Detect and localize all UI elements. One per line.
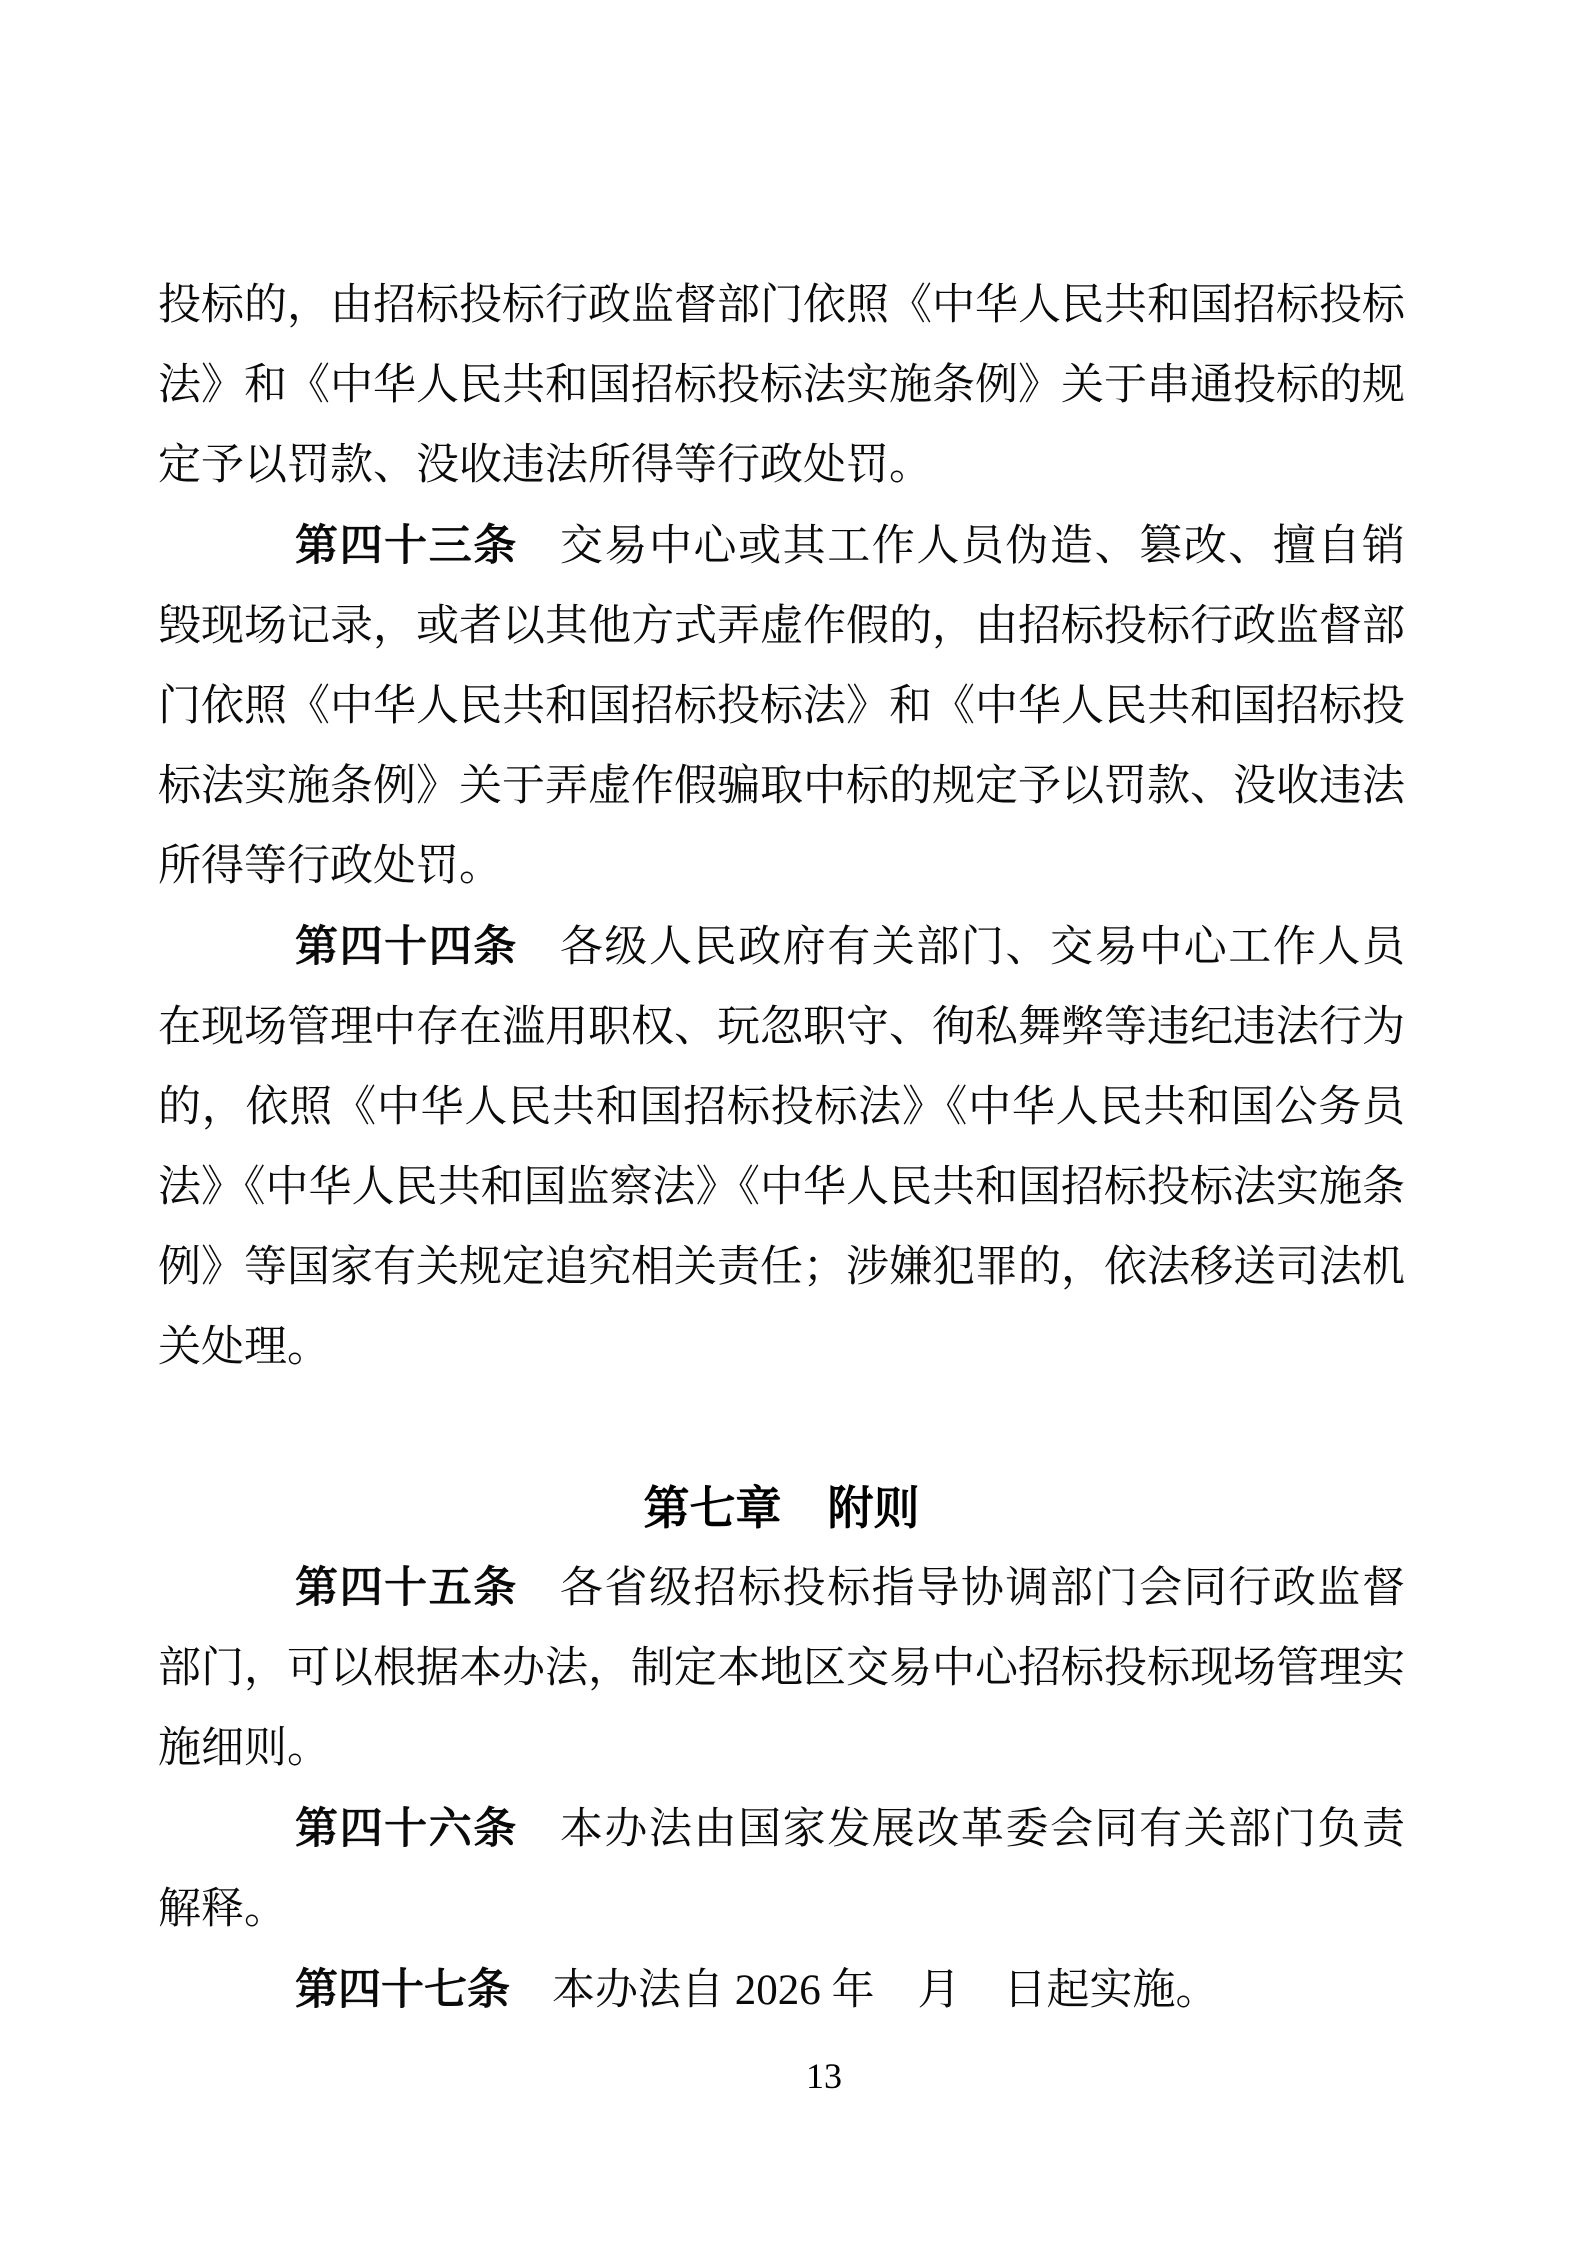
paragraph-text: 交易中心或其工作人员伪造、篡改、擅自销毁现场记录，或者以其他方式弄虚作假的，由招标投标行政监督部门依照《中华人民共和国招标投标法》和《中华人民共和国招标投标法实施条例》关于弄虚作假骗取中标的规定予以罚款、没收违法所得等行政处罚。: [158, 523, 1406, 890]
paragraph-text: 本办法由国家发展改革委会同有关部门负责解释。: [158, 1806, 1406, 1933]
article-number: 第四十六条: [295, 1805, 518, 1853]
document-body: [158, 266, 1405, 2031]
article-number: 第四十七条: [295, 1966, 510, 2014]
paragraph-article-45: [158, 1548, 1405, 1789]
article-number: 第四十五条: [295, 1564, 518, 1612]
paragraph-article-44: [158, 907, 1405, 1388]
paragraph-text: 本办法自 2026 年 月 日起实施。: [552, 1967, 1219, 2014]
paragraph-article-43: [158, 506, 1405, 907]
page-number: 13: [806, 2056, 842, 2096]
paragraph-continuation: [158, 266, 1405, 506]
paragraph-text: 各级人民政府有关部门、交易中心工作人员在现场管理中存在滥用职权、玩忽职守、徇私舞弊等违纪违法行为的，依照《中华人民共和国招标投标法》《中华人民共和国公务员法》《中华人民共和国监察法》《中华人民共和国招标投标法实施条例》等国家有关规定追究相关责任；涉嫌犯罪的，依法移送司法机关处理。: [158, 924, 1406, 1371]
article-number: 第四十四条: [295, 923, 518, 971]
chapter-heading: 第七章 附则: [643, 1482, 920, 1534]
article-number: 第四十三条: [295, 522, 518, 570]
paragraph-article-47: [158, 1950, 1405, 2031]
paragraph-text: 投标的，由招标投标行政监督部门依照《中华人民共和国招标投标法》和《中华人民共和国招标投标法实施条例》关于串通投标的规定予以罚款、没收违法所得等行政处罚。: [158, 282, 1405, 489]
paragraph-article-46: [158, 1789, 1405, 1950]
paragraph-text: 各省级招标投标指导协调部门会同行政监督部门，可以根据本办法，制定本地区交易中心招标投标现场管理实施细则。: [158, 1565, 1406, 1772]
